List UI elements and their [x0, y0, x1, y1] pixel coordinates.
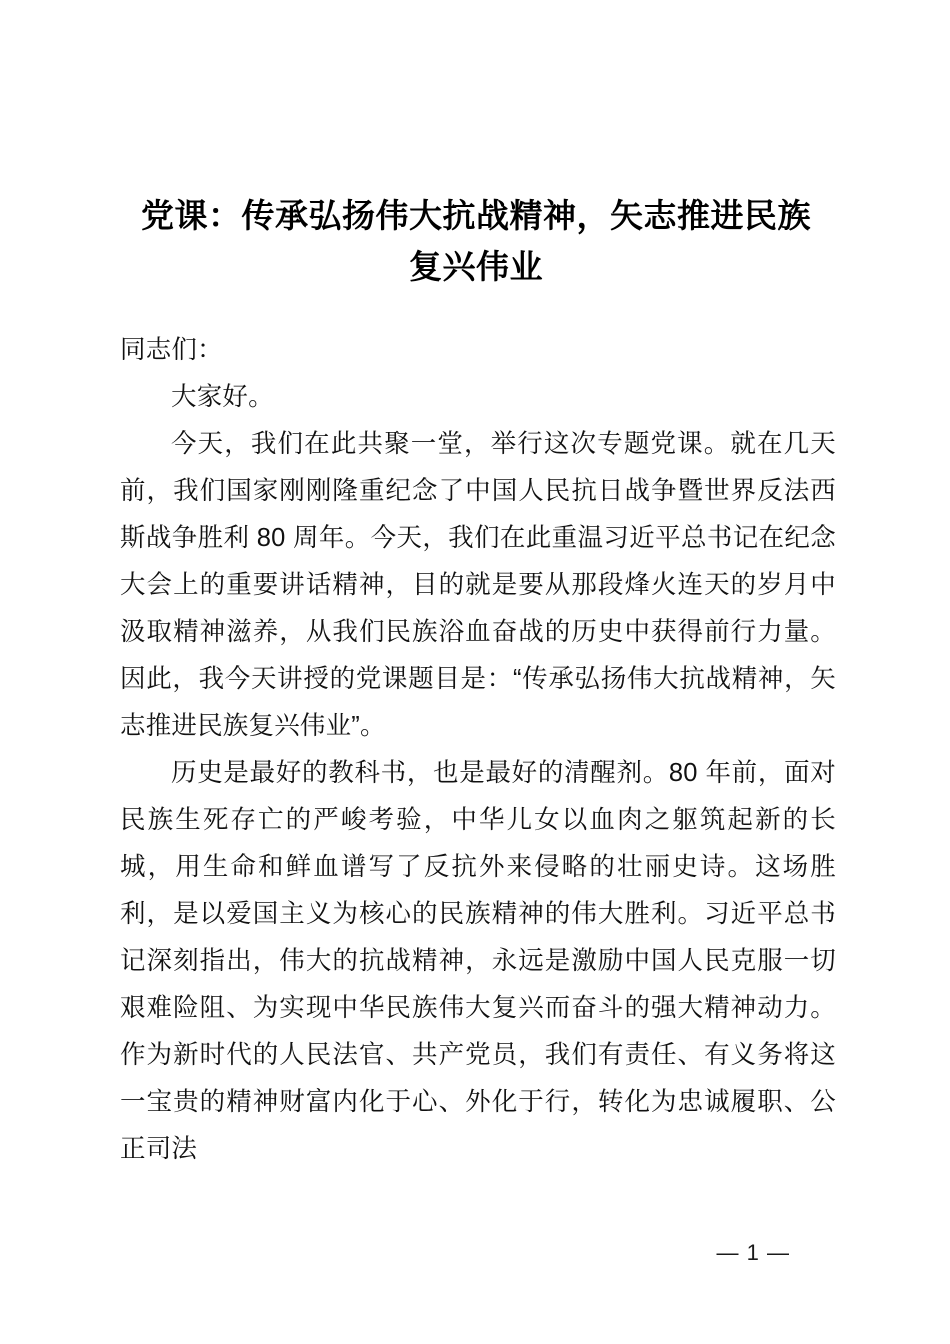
paragraph-opening: 今天，我们在此共聚一堂，举行这次专题党课。就在几天前，我们国家刚刚隆重纪念了中国人民抗日战争暨世界反法西斯战争胜利 80 周年。今天，我们在此重温习近平总书记在纪念大会上的重要讲话精神，目的就是要从那段烽火连天的岁月中汲取精神滋养，从我们民族浴血奋战的历史中获得前行力量。因此，我今天讲授的党课题目是：“传承弘扬伟大抗战精神，矢志推进民族复兴伟业”。 — [120, 430, 836, 740]
paragraph-history: 历史是最好的教科书，也是最好的清醒剂。80 年前，面对民族生死存亡的严峻考验，中华儿女以血肉之躯筑起新的长城，用生命和鲜血谱写了反抗外来侵略的壮丽史诗。这场胜利，是以爱国主义为核心的民族精神的伟大胜利。习近平总书记深刻指出，伟大的抗战精神，永远是激励中国人民克服一切艰难险阻、为实现中华民族伟大复兴而奋斗的强大精神动力。作为新时代的人民法官、共产党员，我们有责任、有义务将这一宝贵的精神财富内化于心、外化于行，转化为忠诚履职、公正司法 — [120, 759, 836, 1163]
title-line-2: 复兴伟业 — [409, 248, 543, 286]
paragraph-greeting: 大家好。 — [171, 383, 274, 411]
document-body — [120, 327, 836, 1173]
page-title — [120, 190, 832, 292]
salutation: 同志们： — [120, 336, 223, 364]
title-line-1: 党课：传承弘扬伟大抗战精神，矢志推进民族 — [141, 197, 811, 235]
page-number-footer: — 1 — — [716, 1240, 790, 1265]
